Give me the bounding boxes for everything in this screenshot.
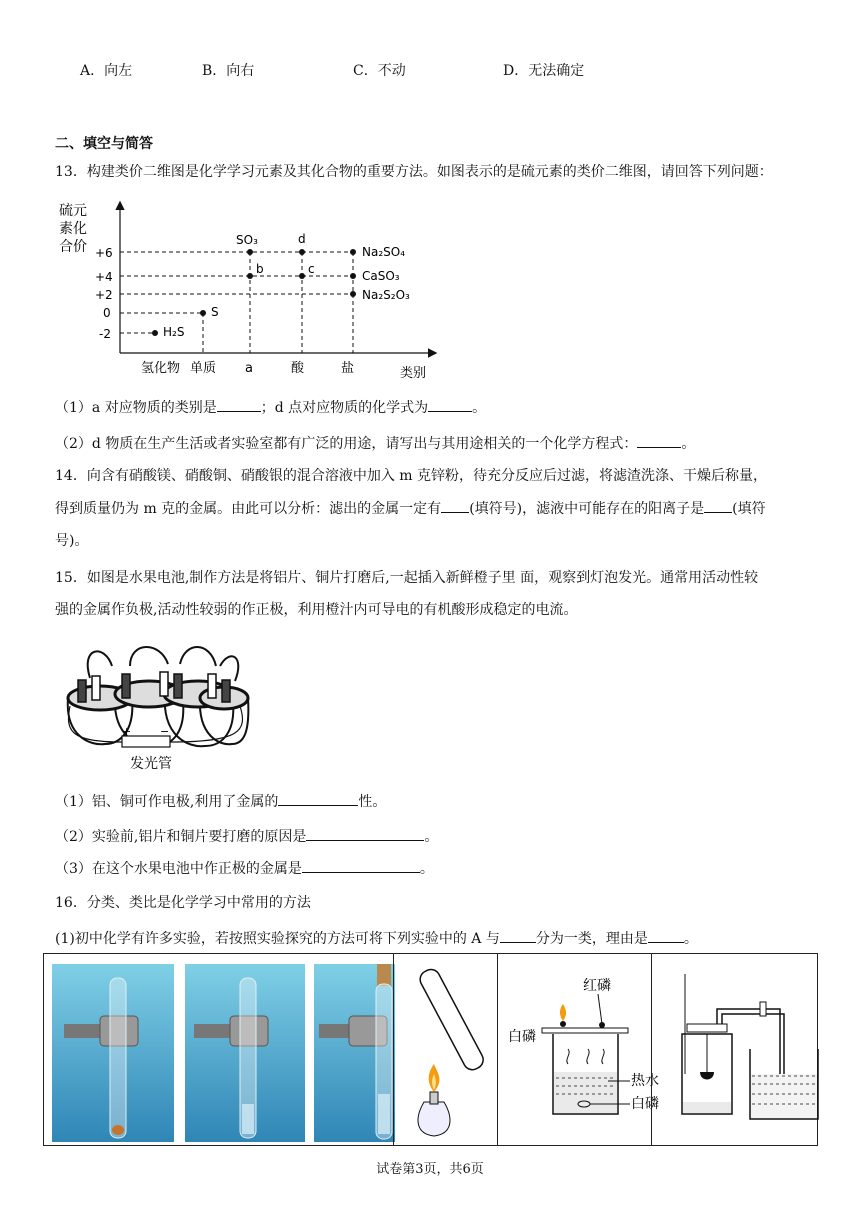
q16-sub1: (1)初中化学有许多实验，若按照实验探究的方法可将下列实验中的 A 与 分为一类，理由是 。 <box>55 931 698 947</box>
x-category: 单质 <box>190 361 217 376</box>
answer-blank <box>278 792 358 806</box>
answer-blank <box>441 499 469 513</box>
experiment-photos-panel <box>43 953 394 1146</box>
label-na2s2o3: Na₂S₂O₃ <box>362 288 410 302</box>
answer-blank <box>217 398 261 412</box>
x-category: 酸 <box>291 361 305 376</box>
label-so3: SO₃ <box>236 233 258 247</box>
section-title: 二、填空与简答 <box>55 136 153 152</box>
point-na2so4 <box>350 249 356 255</box>
option-c: C．不动 <box>353 63 406 79</box>
answer-blank <box>306 827 424 841</box>
point-c <box>299 273 305 279</box>
y-title-line-3: 合价 <box>59 239 87 255</box>
phosphorus-panel <box>497 953 659 1146</box>
label-h2s: H₂S <box>163 325 185 339</box>
q15-sub3: （3）在这个水果电池中作正极的金属是 。 <box>55 861 434 877</box>
q15-sub1: （1）铝、铜可作电极,利用了金属的 性。 <box>55 794 387 810</box>
red-phosphorus-label: 红磷 <box>583 978 611 994</box>
y-tick: 0 <box>103 306 111 320</box>
plus-sign: + <box>122 725 132 738</box>
minus-sign: − <box>160 725 170 738</box>
answer-blank <box>704 499 732 513</box>
point-caso3 <box>350 273 356 279</box>
answer-blank <box>637 434 681 448</box>
answer-blank <box>302 859 420 873</box>
point-b <box>247 273 253 279</box>
point-h2s <box>152 330 158 336</box>
q16-stem: 16．分类、类比是化学学习中常用的方法 <box>55 895 311 911</box>
q14-line-1: 14．向含有硝酸镁、硝酸铜、硝酸银的混合溶液中加入 m 克锌粉，待充分反应后过滤，将滤渣洗涤、干燥后称量， <box>55 468 767 484</box>
label-s: S <box>211 305 219 319</box>
x-category: a <box>245 361 253 376</box>
label-b: b <box>256 262 264 276</box>
answer-blank <box>648 929 684 943</box>
option-b: B．向右 <box>202 63 255 79</box>
point-d <box>299 249 305 255</box>
label-c: c <box>308 262 315 276</box>
hot-water-label: 热水 <box>631 1073 659 1089</box>
point-na2s2o3 <box>350 291 356 297</box>
q15-sub2: （2）实验前,铝片和铜片要打磨的原因是 。 <box>55 829 439 845</box>
heating-tube-panel <box>393 953 498 1146</box>
q13-sub1: （1）a 对应物质的类别是 ；d 点对应物质的化学式为 。 <box>55 400 487 416</box>
page-footer: 试卷第3页，共6页 <box>376 1162 484 1177</box>
x-category: 氢化物 <box>141 361 181 376</box>
white-phosphorus-label: 白磷 <box>508 1029 536 1045</box>
y-title-line-2: 素化 <box>59 221 87 237</box>
x-title: 类别 <box>400 366 427 381</box>
label-na2so4: Na₂SO₄ <box>362 245 406 259</box>
q14-line-3: 号)。 <box>55 533 89 549</box>
answer-blank <box>428 398 472 412</box>
oxygen-content-panel <box>651 953 818 1146</box>
led-caption: 发光管 <box>130 756 172 772</box>
y-tick: +6 <box>95 246 113 260</box>
option-a: A．向左 <box>80 63 133 79</box>
y-tick: +2 <box>95 288 113 302</box>
q14-line-2: 得到质量仍为 m 克的金属。由此可以分析：滤出的金属一定有 (填符号)，滤液中可能存在的阳离子是 (填符 <box>55 501 766 517</box>
q13-stem: 13．构建类价二维图是化学学习元素及其化合物的重要方法。如图表示的是硫元素的类价二维图，请回答下列问题： <box>55 164 773 180</box>
q15-line-1: 15．如图是水果电池,制作方法是将铝片、铜片打磨后,一起插入新鲜橙子里 面，观察到灯泡发光。通常用活动性较 <box>55 570 759 586</box>
y-tick: +4 <box>95 270 113 284</box>
answer-blank <box>500 929 536 943</box>
q13-sub2: （2）d 物质在生产生活或者实验室都有广泛的用途，请写出与其用途相关的一个化学方程式： 。 <box>55 436 696 452</box>
white-phosphorus-2-label: 白磷 <box>631 1096 659 1112</box>
label-caso3: CaSO₃ <box>362 269 400 283</box>
label-d: d <box>298 232 306 246</box>
y-title-line-1: 硫元 <box>59 203 87 219</box>
point-s <box>200 310 206 316</box>
option-d: D．无法确定 <box>503 63 585 79</box>
q15-line-2: 强的金属作负极,活动性较弱的作正极，利用橙汁内可导电的有机酸形成稳定的电流。 <box>55 602 578 618</box>
point-so3 <box>247 249 253 255</box>
x-category: 盐 <box>341 361 355 376</box>
valence-chart <box>55 195 445 380</box>
fruit-battery-figure <box>60 636 250 774</box>
y-tick: -2 <box>99 327 111 341</box>
